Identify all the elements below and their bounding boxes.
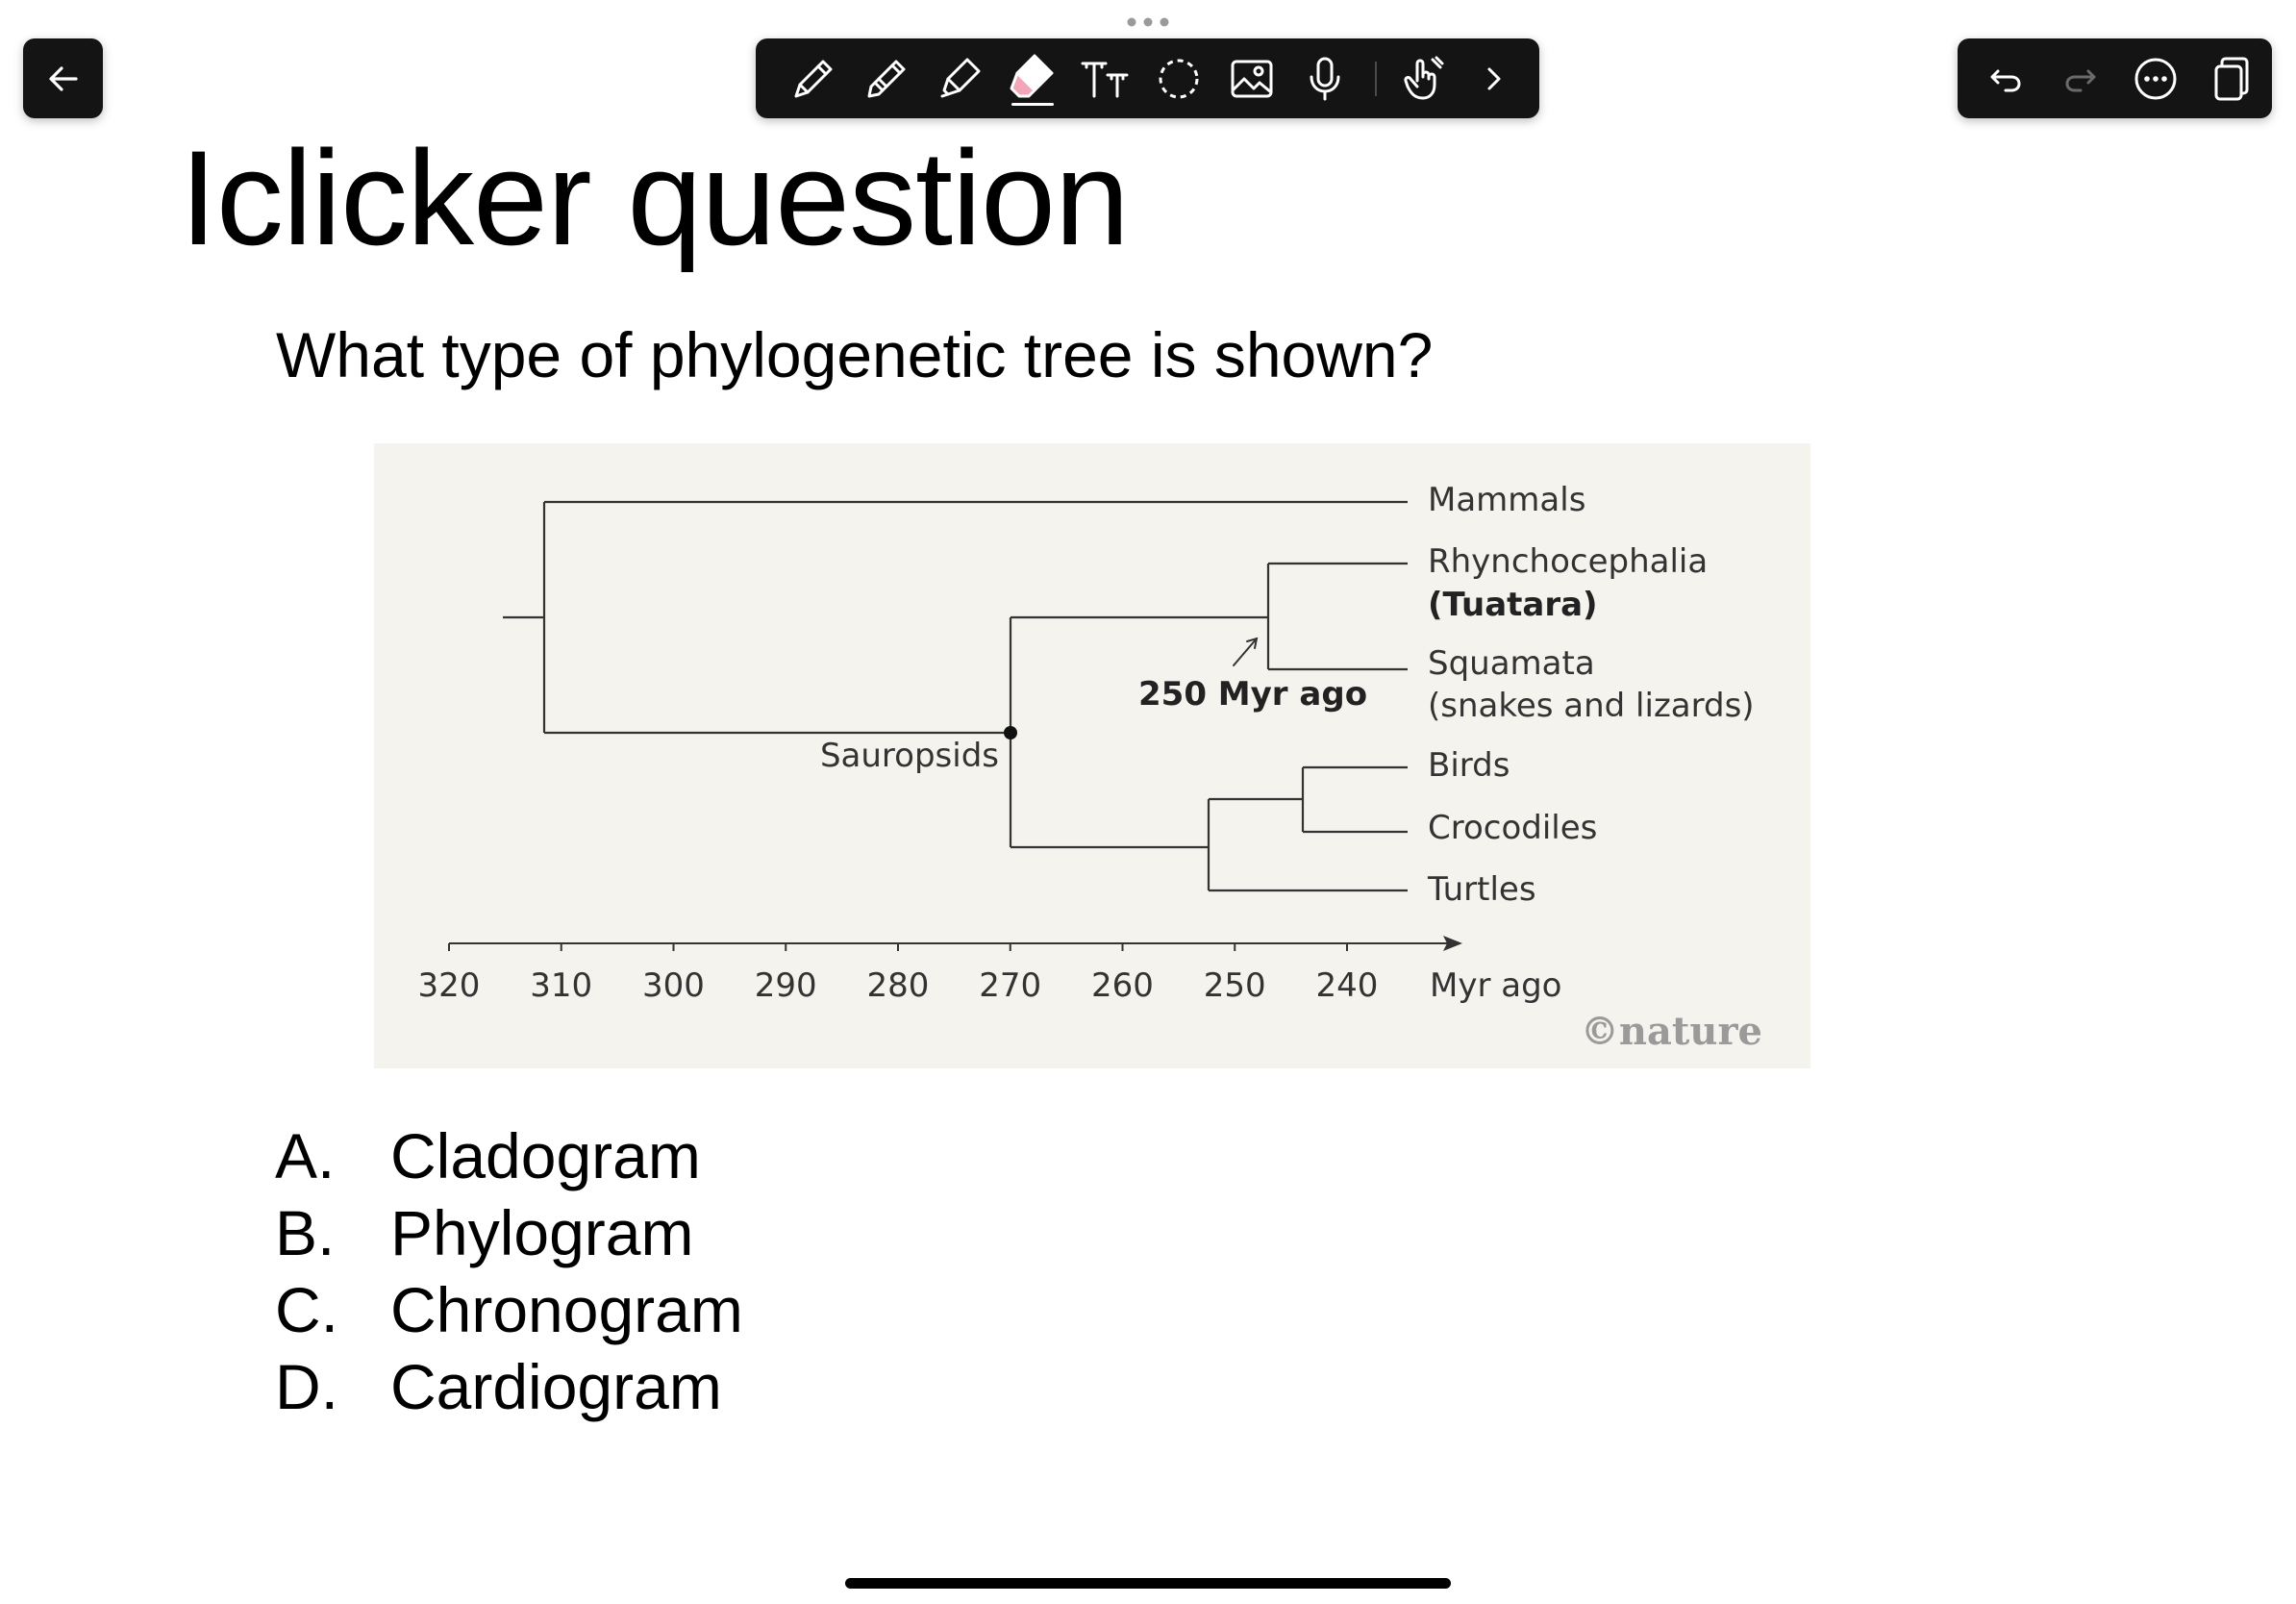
answer-text: Cardiogram xyxy=(390,1351,722,1422)
answer-choices xyxy=(275,1117,743,1425)
time-axis-tick-label: 310 xyxy=(530,966,593,1005)
pen-icon xyxy=(788,54,838,104)
answer-letter: B. xyxy=(275,1197,336,1268)
home-indicator[interactable] xyxy=(845,1578,1451,1589)
back-button[interactable] xyxy=(23,38,103,118)
time-axis-ticks xyxy=(449,943,1347,951)
actions-toolbar xyxy=(1958,38,2272,118)
taxon-label-snakes-lizards: (snakes and lizards) xyxy=(1428,687,1755,725)
answer-option-b[interactable] xyxy=(275,1194,743,1271)
taxon-label-mammals: Mammals xyxy=(1428,481,1586,519)
sauropsid-node-dot xyxy=(1004,726,1017,739)
eraser-icon xyxy=(1006,50,1060,108)
answer-text: Cladogram xyxy=(390,1120,701,1191)
pen-tool-button[interactable] xyxy=(785,48,842,110)
time-axis-labels xyxy=(418,966,1379,1005)
chevron-right-icon xyxy=(1475,60,1513,98)
undo-icon xyxy=(1984,58,2027,100)
time-axis-tick-label: 270 xyxy=(979,966,1042,1005)
answer-option-c[interactable] xyxy=(275,1271,743,1348)
node-label-sauropsids: Sauropsids xyxy=(819,737,999,775)
image-tool-button[interactable] xyxy=(1223,48,1281,110)
drawing-toolbar xyxy=(756,38,1539,118)
phylogenetic-tree-diagram xyxy=(374,443,1810,1068)
nature-credit: ©nature xyxy=(1580,1009,1762,1054)
lasso-tool-button[interactable] xyxy=(1150,48,1208,110)
window-grabber-dots-icon[interactable] xyxy=(1126,16,1170,28)
more-options-button[interactable] xyxy=(2127,48,2184,110)
hand-pointer-icon xyxy=(1398,54,1448,104)
time-axis-unit-label: Myr ago xyxy=(1430,966,1562,1005)
pages-button[interactable] xyxy=(2202,48,2259,110)
text-icon xyxy=(1079,54,1133,104)
microphone-tool-button[interactable] xyxy=(1296,48,1354,110)
more-tools-button[interactable] xyxy=(1465,48,1523,110)
slide-title: Iclicker question xyxy=(180,122,1129,273)
lasso-icon xyxy=(1154,54,1204,104)
answer-letter: C. xyxy=(275,1274,338,1345)
taxon-label-birds: Birds xyxy=(1428,746,1510,785)
time-axis-tick-label: 240 xyxy=(1315,966,1379,1005)
eraser-tool-button[interactable] xyxy=(1004,48,1061,110)
taxon-label-crocodiles: Crocodiles xyxy=(1428,809,1598,847)
highlighter-icon xyxy=(935,54,985,104)
text-tool-button[interactable] xyxy=(1077,48,1135,110)
taxon-label-squamata: Squamata xyxy=(1428,644,1595,683)
time-axis-tick-label: 280 xyxy=(866,966,930,1005)
time-axis-tick-label: 290 xyxy=(754,966,817,1005)
time-axis-tick-label: 300 xyxy=(642,966,705,1005)
taxon-label-tuatara: (Tuatara) xyxy=(1428,586,1598,624)
answer-option-a[interactable] xyxy=(275,1117,743,1194)
ellipsis-circle-icon xyxy=(2132,55,2180,103)
answer-text: Phylogram xyxy=(390,1197,694,1268)
highlighter-tool-button[interactable] xyxy=(931,48,988,110)
redo-icon xyxy=(2059,58,2102,100)
answer-letter: D. xyxy=(275,1351,338,1422)
answer-text: Chronogram xyxy=(390,1274,743,1345)
undo-button[interactable] xyxy=(1977,48,2034,110)
microphone-icon xyxy=(1300,54,1350,104)
touch-mode-button[interactable] xyxy=(1394,48,1452,110)
time-axis-tick-label: 320 xyxy=(417,966,481,1005)
taxon-label-turtles: Turtles xyxy=(1428,870,1536,909)
time-axis-tick-label: 260 xyxy=(1091,966,1154,1005)
phylogenetic-tree-figure xyxy=(374,443,1810,1068)
divergence-annotation: 250 Myr ago xyxy=(1138,675,1368,714)
question-text: What type of phylogenetic tree is shown? xyxy=(276,319,1434,390)
answer-letter: A. xyxy=(275,1120,336,1191)
pencil-tool-button[interactable] xyxy=(858,48,915,110)
pencil-icon xyxy=(861,54,911,104)
time-axis-tick-label: 250 xyxy=(1203,966,1266,1005)
taxon-label-rhynchocephalia: Rhynchocephalia xyxy=(1428,542,1709,581)
image-icon xyxy=(1227,54,1277,104)
arrow-left-icon xyxy=(44,60,83,98)
redo-button[interactable] xyxy=(2052,48,2109,110)
answer-option-d[interactable] xyxy=(275,1348,743,1425)
toolbar-separator xyxy=(1375,62,1377,96)
pages-icon xyxy=(2207,55,2255,103)
